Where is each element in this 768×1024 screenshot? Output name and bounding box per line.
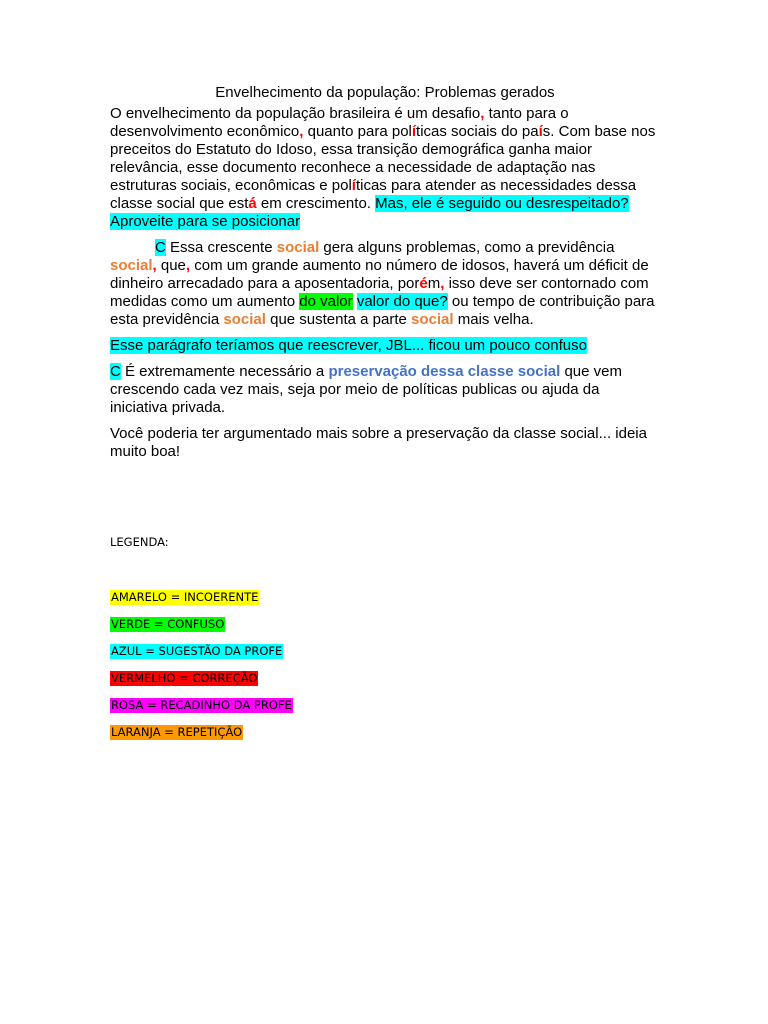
correction-mark: , [185,257,191,274]
p3-text-1: É extremamente necessário a [120,363,329,380]
paragraph-1 [110,105,660,231]
teacher-suggestion: Mas, ele é seguido ou desrespeitado? Aproveite para se posicionar [110,195,629,230]
p1-text-3: quanto para pol [303,123,412,140]
teacher-comment-paragraph [110,337,660,355]
p1-text-6: ticas para atender as necessidades dessa classe social que est [110,177,637,212]
teacher-suggestion: valor do que? [356,293,448,310]
correction-mark: , [440,275,445,292]
legend-item [110,590,293,605]
legend-label: VERMELHO = CORREÇÃO [111,671,258,685]
paragraph-3 [110,363,660,417]
legend-label: VERDE = CONFUSO [111,617,225,631]
legend [110,535,293,752]
p2-text-10: mais velha. [453,311,534,328]
p2-text-6: isso deve ser contornado com medidas como um aumento [110,275,649,310]
repetition-mark: social [276,239,320,256]
teacher-suggestion: Esse parágrafo teríamos que reescrever, JBL... ficou um pouco confuso [110,337,587,354]
legend-label: AZUL = SUGESTÃO DA PROFE [111,644,283,658]
paragraph-2 [110,239,660,329]
p1-text-7: em crescimento. [256,195,376,212]
p1-text-4: ticas sociais do pa [416,123,539,140]
p2-text-8: ou tempo de contribuição para esta previdência [110,293,655,328]
legend-label: ROSA = RECADINHO DA PROFE [111,698,292,712]
document-body [110,84,660,469]
correction-mark: , [480,105,485,122]
correction-mark: í [538,123,543,140]
p1-text-5: s. Com base nos preceitos do Estatuto do Idoso, essa transição demográfica ganha maior relevância, esse documento reconhece a necessidade de adaptação nas estruturas sociais, econômicas e pol [110,123,656,194]
confusing-highlight: do valor [299,293,353,310]
p1-text-1: O envelhecimento da população brasileira é um desafio [110,105,481,122]
legend-item [110,671,293,686]
p1-text-2: tanto para o desenvolvimento econômico [110,105,569,140]
paragraph-4: Você poderia ter argumentado mais sobre a preservação da classe social... ideia muito boa! [110,425,647,460]
blue-phrase: preservação dessa classe social [328,363,561,380]
p3-text-2: que vem crescendo cada vez mais, seja por meio de políticas publicas ou ajuda da iniciativa privada. [110,363,622,416]
p2-text-5: m [427,275,441,292]
c-marker: C [155,239,166,256]
legend-item [110,698,293,713]
legend-label: AMARELO = INCOERENTE [111,590,259,604]
p2-text-1: Essa crescente [165,239,277,256]
legend-label: LARANJA = REPETIÇÃO [111,725,243,739]
correction-mark: í [351,177,356,194]
correction-mark: , [152,257,157,274]
repetition-mark: social [411,311,454,328]
legend-item [110,725,293,740]
p2-text-2: gera alguns problemas, como a previdência [319,239,615,256]
repetition-mark: social [223,311,266,328]
repetition-mark: social [110,257,153,274]
correction-mark: í [411,123,417,140]
p2-text-4: com um grande aumento no número de idosos, haverá um déficit de dinheiro arrecadado para a aposentadoria, por [110,257,649,292]
legend-title: LEGENDA: [110,535,169,549]
c-marker: C [110,363,121,380]
correction-mark: , [299,123,304,140]
document-title: Envelhecimento da população: Problemas gerados [215,84,555,101]
p2-text-9: que sustenta a parte [265,311,412,328]
correction-mark: é [419,275,428,292]
legend-item [110,644,293,659]
correction-mark: á [248,195,257,212]
p2-text-3: que [156,257,186,274]
legend-item [110,617,293,632]
